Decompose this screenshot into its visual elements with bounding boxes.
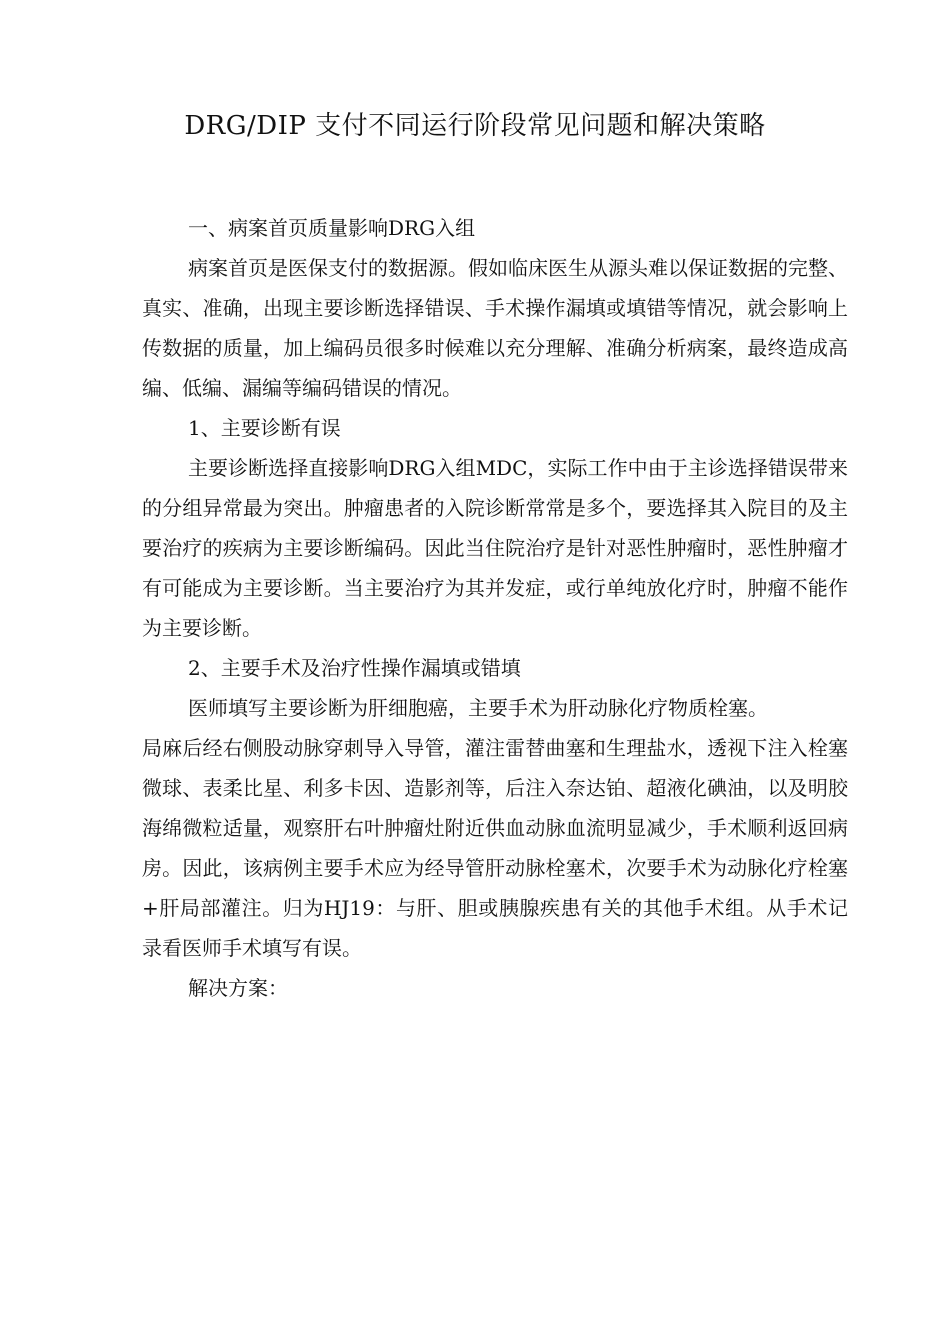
document-title: DRG/DIP 支付不同运行阶段常见问题和解决策略 [184, 111, 766, 141]
document-body [142, 208, 848, 1008]
solution-heading: 解决方案： [188, 976, 288, 1000]
paragraph-4: 局麻后经右侧股动脉穿刺导入导管，灌注雷替曲塞和生理盐水，透视下注入栓塞微球、表柔比星、利多卡因、造影剂等，后注入奈达铂、超液化碘油，以及明胶海绵微粒适量，观察肝右叶肿瘤灶附近供血动脉血流明显减少，手术顺利返回病房。因此，该病例主要手术应为经导管肝动脉栓塞术，次要手术为动脉化疗栓塞+肝局部灌注。归为HJ19：与肝、胆或胰腺疾患有关的其他手术组。从手术记录看医师手术填写有误。 [142, 736, 848, 960]
paragraph-3: 医师填写主要诊断为肝细胞癌，主要手术为肝动脉化疗物质栓塞。 [188, 696, 768, 720]
paragraph-1: 病案首页是医保支付的数据源。假如临床医生从源头难以保证数据的完整、真实、准确，出现主要诊断选择错误、手术操作漏填或填错等情况，就会影响上传数据的质量，加上编码员很多时候难以充分理解、准确分析病案，最终造成高编、低编、漏编等编码错误的情况。 [142, 256, 848, 400]
subsection-heading-2: 2、主要手术及治疗性操作漏填或错填 [188, 656, 521, 680]
subsection-heading-1: 1、主要诊断有误 [188, 416, 341, 440]
paragraph-2: 主要诊断选择直接影响DRG入组MDC，实际工作中由于主诊选择错误带来的分组异常最为突出。肿瘤患者的入院诊断常常是多个，要选择其入院目的及主要治疗的疾病为主要诊断编码。因此当住院治疗是针对恶性肿瘤时，恶性肿瘤才有可能成为主要诊断。当主要治疗为其并发症，或行单纯放化疗时，肿瘤不能作为主要诊断。 [142, 456, 848, 640]
section-heading-1: 一、病案首页质量影响DRG入组 [188, 216, 476, 240]
